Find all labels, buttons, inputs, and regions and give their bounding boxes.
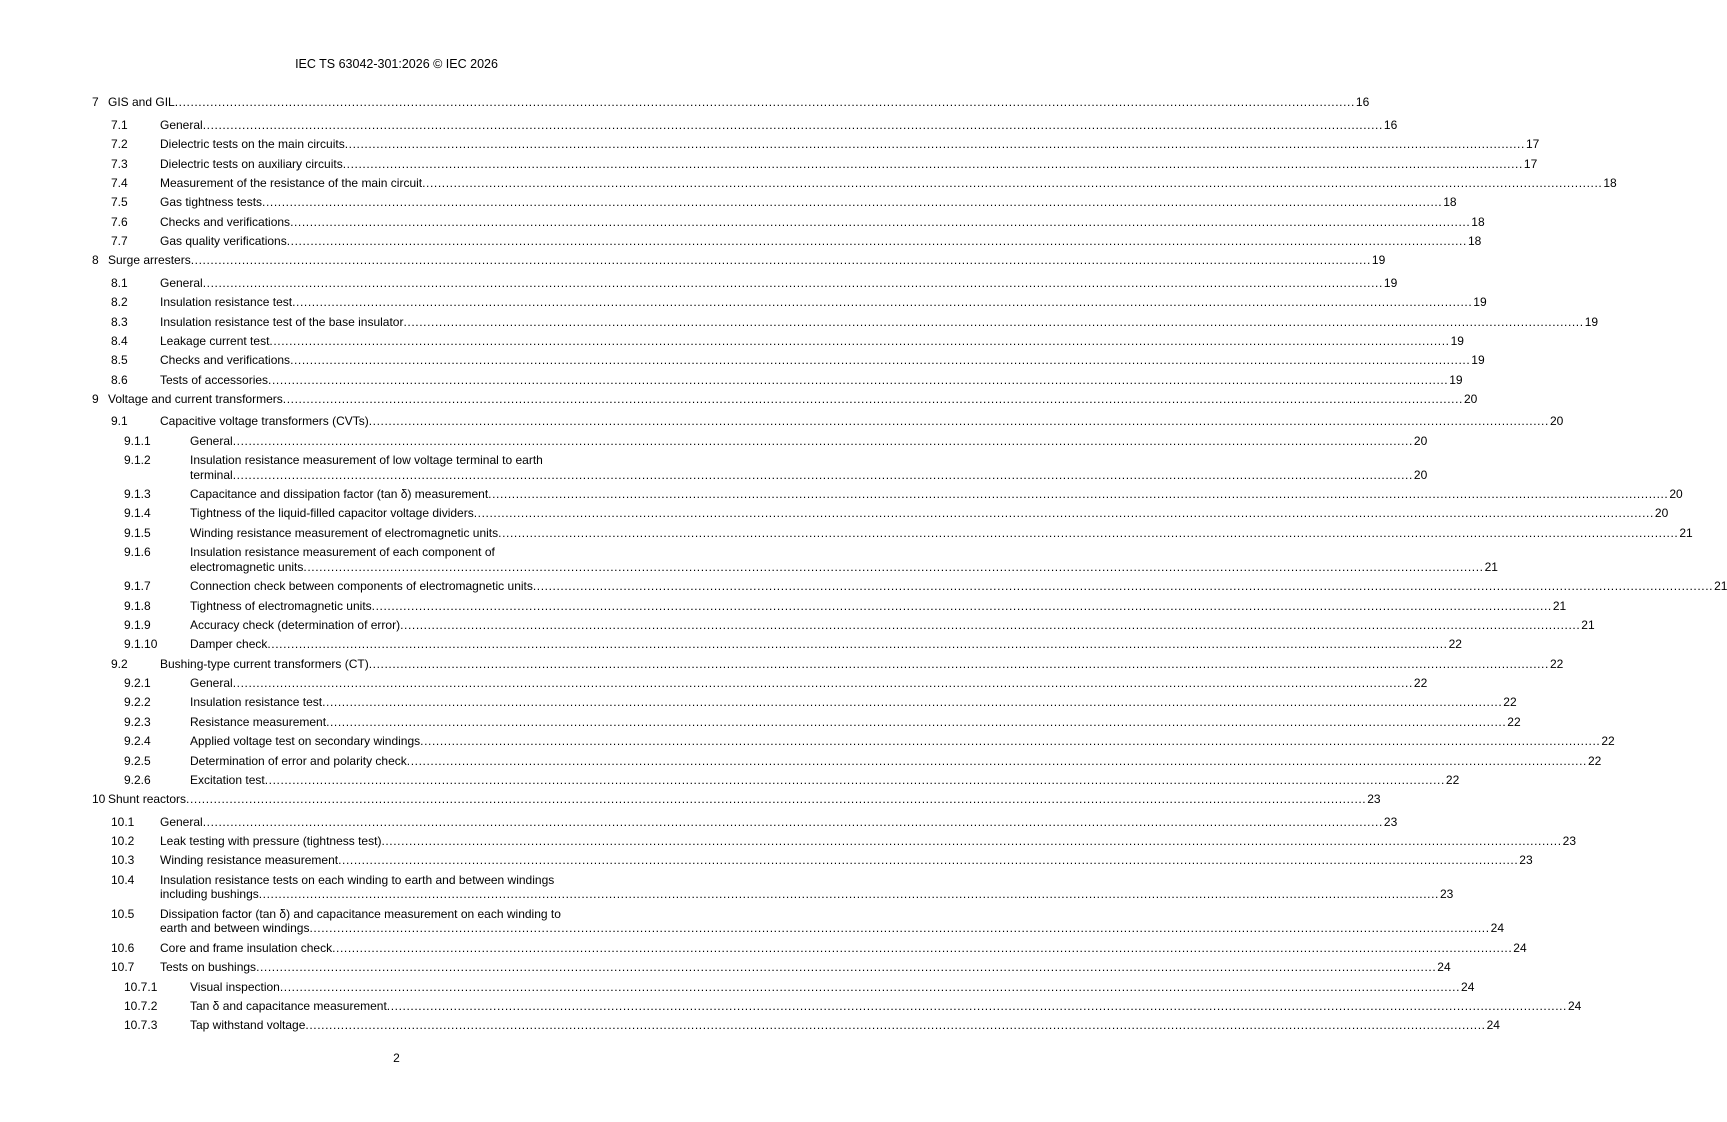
toc-entry[interactable]	[92, 212, 1485, 231]
toc-entry-page: 20	[1669, 487, 1683, 502]
toc-entry[interactable]	[92, 154, 1538, 173]
toc-entry-number: 10.1	[111, 814, 135, 829]
dot-leader: ............................................................................................................................................................................................................................................................................................................	[338, 853, 1519, 868]
toc-entry-line	[160, 940, 1527, 956]
toc-entry-title-continued: electromagnetic units	[190, 559, 304, 574]
toc-entry-number: 7.6	[111, 214, 128, 229]
toc-entry-line	[190, 453, 698, 468]
toc-entry-title: Bushing-type current transformers (CT)	[160, 656, 369, 671]
toc-entry-number: 9.2	[111, 656, 128, 671]
toc-entry-title: Tan δ and capacitance measurement	[190, 998, 387, 1013]
toc-entry-title: Applied voltage test on secondary windings	[190, 734, 421, 749]
toc-entry-page: 24	[1490, 921, 1504, 936]
dot-leader: ............................................................................................................................................................................................................................................................................................................	[202, 814, 1383, 829]
toc-entry-title: Visual inspection	[190, 979, 280, 994]
toc-entry-title: Accuracy check (determination of error)	[190, 617, 401, 632]
toc-entry-number: 9.2.1	[124, 676, 151, 691]
toc-entry[interactable]	[92, 732, 1615, 751]
page-number: 2	[393, 1051, 400, 1065]
toc-entry-number: 10.6	[111, 940, 135, 955]
toc-entry-number: 9.2.5	[124, 753, 151, 768]
toc-entry[interactable]	[92, 635, 1462, 654]
toc-entry-line	[160, 175, 1617, 191]
toc-entry-line	[190, 637, 1462, 652]
toc-entry-title: General	[190, 433, 233, 448]
dot-leader: ............................................................................................................................................................................................................................................................................................................	[292, 295, 1473, 310]
toc-entry-number: 9.1.7	[124, 579, 151, 594]
toc-entry-title: Shunt reactors	[108, 792, 187, 807]
toc-entry-page: 19	[1450, 333, 1464, 348]
toc-entry-line	[190, 525, 1693, 541]
toc-entry-number: 9.1.5	[124, 525, 151, 540]
dot-leader: ............................................................................................................................................................................................................................................................................................................	[232, 433, 1413, 448]
toc-entry[interactable]	[92, 115, 1398, 134]
toc-entry-line	[190, 617, 1595, 633]
toc-entry-line	[190, 598, 1567, 614]
dot-leader: ............................................................................................................................................................................................................................................................................................................	[400, 617, 1581, 632]
toc-entry-title: Insulation resistance measurement of each component of	[190, 545, 495, 560]
toc-entry[interactable]	[92, 1016, 1500, 1035]
toc-entry-line	[190, 579, 1727, 594]
toc-entry-page: 22	[1601, 734, 1615, 749]
toc-entry-line	[160, 887, 1454, 902]
toc-entry[interactable]	[92, 832, 1576, 851]
toc-entry-line	[160, 873, 698, 888]
dot-leader: ............................................................................................................................................................................................................................................................................................................	[322, 695, 1503, 710]
toc-entry[interactable]	[92, 712, 1521, 731]
toc-entry-line	[108, 392, 1478, 407]
toc-entry[interactable]	[92, 812, 1398, 831]
toc-entry-title: Resistance measurement	[190, 714, 327, 729]
toc-entry-page: 23	[1367, 792, 1381, 807]
toc-entry[interactable]	[92, 851, 1533, 870]
toc-entry-number: 8.5	[111, 353, 128, 368]
toc-entry-number: 8.6	[111, 372, 128, 387]
toc-entry-title: Winding resistance measurement of electromagnetic units	[190, 525, 499, 540]
toc-entry-number: 7.5	[111, 195, 128, 210]
dot-leader: ............................................................................................................................................................................................................................................................................................................	[342, 156, 1523, 171]
toc-entry-title: Determination of error and polarity check	[190, 753, 407, 768]
toc-entry-title: Measurement of the resistance of the main circuit	[160, 175, 423, 190]
toc-entry-page: 17	[1523, 156, 1538, 171]
dot-leader: ............................................................................................................................................................................................................................................................................................................	[267, 637, 1448, 652]
toc-entry-title: Voltage and current transformers	[108, 392, 283, 407]
toc-entry[interactable]	[92, 232, 1482, 251]
toc-entry-title: Gas quality verifications	[160, 234, 287, 249]
dot-leader: ............................................................................................................................................................................................................................................................................................................	[290, 214, 1471, 229]
toc-entry-line	[160, 907, 698, 922]
toc-entry-line	[160, 333, 1464, 349]
dot-leader: ............................................................................................................................................................................................................................................................................................................	[532, 579, 1714, 594]
toc-entry-line	[160, 921, 1504, 936]
toc-entry-number: 9.1.2	[124, 453, 151, 468]
dot-leader: ............................................................................................................................................................................................................................................................................................................	[368, 656, 1549, 671]
toc-entry-number: 8	[92, 253, 99, 268]
dot-leader: ............................................................................................................................................................................................................................................................................................................	[202, 275, 1383, 290]
toc-entry-title: Excitation test	[190, 772, 265, 787]
toc-entry-line	[160, 137, 1540, 152]
toc-entry[interactable]	[92, 273, 1398, 292]
toc-entry-page: 19	[1584, 314, 1599, 329]
toc-entry-title: General	[160, 275, 203, 290]
toc-entry[interactable]	[92, 543, 1498, 577]
toc-entry-title: Surge arresters	[108, 253, 191, 268]
toc-entry[interactable]	[92, 485, 1683, 504]
toc-entry[interactable]	[92, 771, 1460, 790]
toc-entry-line	[190, 1018, 1500, 1033]
toc-entry-title: Checks and verifications	[160, 353, 291, 368]
toc-entry[interactable]	[92, 370, 1463, 389]
toc-entry-number: 9.1.3	[124, 487, 151, 502]
toc-entry-page: 24	[1437, 960, 1451, 975]
toc-entry-number: 8.3	[111, 314, 128, 329]
toc-entry-number: 7.1	[111, 117, 128, 132]
toc-entry[interactable]	[92, 693, 1517, 712]
toc-entry-number: 10.2	[111, 834, 135, 849]
toc-entry-page: 23	[1562, 834, 1576, 849]
toc-entry[interactable]	[92, 351, 1485, 370]
toc-entry-number: 10.7.2	[124, 998, 158, 1013]
toc-entry[interactable]	[92, 958, 1451, 977]
toc-entry[interactable]	[92, 523, 1693, 542]
toc-entry-page: 20	[1654, 506, 1669, 521]
dot-leader: ............................................................................................................................................................................................................................................................................................................	[268, 372, 1449, 387]
toc-entry-number: 7.4	[111, 175, 128, 190]
toc-entry-page: 23	[1519, 853, 1533, 868]
dot-leader: ............................................................................................................................................................................................................................................................................................................	[279, 979, 1461, 994]
toc-entry-page: 21	[1581, 617, 1595, 632]
toc-entry-title: Capacitive voltage transformers (CVTs)	[160, 414, 369, 429]
toc-entry-page: 21	[1484, 559, 1498, 574]
toc-entry-page: 22	[1445, 772, 1460, 787]
toc-entry[interactable]	[92, 451, 1428, 485]
toc-entry-line	[190, 559, 1498, 575]
toc-entry-page: 23	[1383, 814, 1398, 829]
toc-entry-number: 7.2	[111, 137, 128, 152]
toc-entry-number: 10.7.3	[124, 1018, 158, 1033]
toc-entry-line	[190, 467, 1428, 483]
toc-entry-line	[160, 214, 1485, 230]
toc-entry-page: 19	[1383, 275, 1398, 290]
toc-entry-title: Tests on bushings	[160, 960, 257, 975]
toc-entry-line	[160, 372, 1463, 388]
toc-entry-line	[160, 414, 1564, 429]
toc-entry-number: 9.1.8	[124, 598, 151, 613]
toc-entry-number: 9.2.2	[124, 695, 151, 710]
dot-leader: ............................................................................................................................................................................................................................................................................................................	[258, 887, 1439, 902]
dot-leader: ............................................................................................................................................................................................................................................................................................................	[309, 921, 1490, 936]
toc-entry-page: 22	[1507, 714, 1521, 729]
toc-entry-page: 20	[1413, 433, 1428, 448]
toc-entry-title: GIS and GIL	[108, 95, 175, 110]
toc-entry-number: 9.1.6	[124, 545, 151, 560]
toc-entry-line	[190, 998, 1582, 1014]
toc-entry-title: Tap withstand voltage	[190, 1018, 306, 1033]
toc-entry-title: Insulation resistance test	[190, 695, 323, 710]
toc-entry[interactable]	[92, 412, 1564, 431]
toc-entry-line	[160, 156, 1538, 172]
toc-entry[interactable]	[92, 674, 1428, 693]
toc-entry-number: 9.1.10	[124, 637, 158, 652]
table-of-contents	[92, 93, 1727, 1035]
dot-leader: ............................................................................................................................................................................................................................................................................................................	[498, 525, 1679, 540]
toc-entry-title-continued: including bushings	[160, 887, 259, 902]
toc-entry-page: 19	[1449, 372, 1463, 387]
dot-leader: ............................................................................................................................................................................................................................................................................................................	[264, 772, 1445, 787]
dot-leader: ............................................................................................................................................................................................................................................................................................................	[488, 487, 1669, 502]
toc-entry[interactable]	[92, 904, 1504, 938]
toc-entry-page: 19	[1471, 353, 1485, 368]
toc-entry[interactable]	[92, 577, 1727, 596]
dot-leader: ............................................................................................................................................................................................................................................................................................................	[174, 95, 1355, 110]
toc-entry-page: 19	[1371, 253, 1386, 268]
toc-entry-title: General	[160, 814, 203, 829]
dot-leader: ............................................................................................................................................................................................................................................................................................................	[286, 234, 1467, 249]
toc-entry-number: 7.3	[111, 156, 128, 171]
toc-entry-line	[190, 979, 1475, 995]
dot-leader: ............................................................................................................................................................................................................................................................................................................	[386, 998, 1567, 1013]
toc-entry-title: Core and frame insulation check	[160, 940, 333, 955]
toc-entry-line	[190, 545, 698, 560]
toc-entry[interactable]	[92, 654, 1564, 673]
toc-entry-number: 9.1.9	[124, 617, 151, 632]
toc-entry-number: 10.7.1	[124, 979, 158, 994]
toc-entry-number: 7	[92, 95, 99, 110]
toc-entry-page: 18	[1443, 195, 1457, 210]
toc-entry[interactable]	[92, 504, 1669, 523]
toc-entry-number: 9.2.4	[124, 734, 151, 749]
toc-entry-number: 10.5	[111, 906, 135, 921]
toc-entry[interactable]	[92, 596, 1567, 615]
dot-leader: ............................................................................................................................................................................................................................................................................................................	[232, 467, 1413, 482]
toc-entry-page: 20	[1463, 392, 1478, 407]
toc-entry-page: 18	[1603, 175, 1617, 190]
toc-entry-title: Winding resistance measurement	[160, 853, 339, 868]
dot-leader: ............................................................................................................................................................................................................................................................................................................	[262, 195, 1443, 210]
toc-entry-title: Insulation resistance test of the base insulator	[160, 314, 404, 329]
toc-entry-number: 7.7	[111, 234, 128, 249]
toc-entry-page: 21	[1714, 579, 1727, 594]
toc-entry-page: 24	[1461, 979, 1475, 994]
dot-leader: ............................................................................................................................................................................................................................................................................................................	[269, 333, 1450, 348]
toc-entry-line	[108, 95, 1370, 110]
toc-entry[interactable]	[92, 751, 1602, 770]
toc-entry[interactable]	[92, 135, 1540, 154]
toc-entry-number: 8.4	[111, 333, 128, 348]
toc-entry-page: 22	[1549, 656, 1564, 671]
toc-entry-title: Dissipation factor (tan δ) and capacitance measurement on each winding to	[160, 906, 561, 921]
dot-leader: ............................................................................................................................................................................................................................................................................................................	[326, 714, 1507, 729]
toc-entry-title: Tests of accessories	[160, 372, 269, 387]
toc-entry-title: General	[160, 117, 203, 132]
toc-entry-line	[190, 772, 1460, 788]
toc-entry[interactable]	[92, 790, 1381, 809]
toc-entry-line	[160, 960, 1451, 975]
toc-entry-line	[190, 714, 1521, 730]
toc-entry-number: 10.3	[111, 853, 135, 868]
toc-entry-page: 21	[1552, 598, 1567, 613]
toc-entry-number: 9.2.3	[124, 714, 151, 729]
toc-entry-number: 10	[92, 792, 106, 807]
toc-entry-page: 16	[1383, 117, 1398, 132]
toc-entry-line	[108, 253, 1386, 268]
toc-entry-page: 24	[1513, 940, 1527, 955]
toc-entry-line	[190, 753, 1602, 769]
toc-entry-title: Capacitance and dissipation factor (tan δ) measurement	[190, 487, 489, 502]
toc-entry-title: Checks and verifications	[160, 214, 291, 229]
toc-entry-line	[160, 117, 1398, 133]
toc-entry-line	[160, 834, 1576, 849]
toc-entry-page: 20	[1549, 414, 1564, 429]
toc-entry-page: 18	[1471, 214, 1485, 229]
dot-leader: ............................................................................................................................................................................................................................................................................................................	[232, 676, 1413, 691]
toc-entry-line	[160, 353, 1485, 368]
toc-entry[interactable]	[92, 616, 1595, 635]
toc-entry-line	[160, 656, 1564, 672]
page-header: IEC TS 63042-301:2026 © IEC 2026	[295, 57, 498, 71]
toc-entry[interactable]	[92, 997, 1582, 1016]
toc-entry-line	[190, 487, 1683, 502]
toc-entry-line	[160, 814, 1398, 830]
toc-entry[interactable]	[92, 193, 1457, 212]
dot-leader: ............................................................................................................................................................................................................................................................................................................	[344, 137, 1525, 152]
toc-entry-number: 10.4	[111, 872, 135, 887]
toc-entry-page: 16	[1355, 95, 1370, 110]
toc-entry-page: 17	[1525, 137, 1540, 152]
toc-entry-page: 18	[1467, 234, 1482, 249]
toc-entry-line	[160, 853, 1533, 868]
dot-leader: ............................................................................................................................................................................................................................................................................................................	[473, 506, 1654, 521]
toc-entry-number: 9.1.1	[124, 433, 151, 448]
toc-entry-number: 9.1.4	[124, 506, 151, 521]
toc-entry-page: 22	[1448, 637, 1462, 652]
dot-leader: ............................................................................................................................................................................................................................................................................................................	[190, 253, 1371, 268]
dot-leader: ............................................................................................................................................................................................................................................................................................................	[290, 353, 1471, 368]
dot-leader: ............................................................................................................................................................................................................................................................................................................	[186, 792, 1367, 807]
dot-leader: ............................................................................................................................................................................................................................................................................................................	[202, 117, 1383, 132]
toc-entry[interactable]	[92, 251, 1386, 270]
dot-leader: ............................................................................................................................................................................................................................................................................................................	[403, 314, 1584, 329]
toc-entry-title: General	[190, 676, 233, 691]
toc-entry-page: 22	[1413, 676, 1428, 691]
dot-leader: ............................................................................................................................................................................................................................................................................................................	[371, 598, 1552, 613]
dot-leader: ............................................................................................................................................................................................................................................................................................................	[305, 1018, 1486, 1033]
toc-entry-page: 22	[1587, 753, 1602, 768]
toc-entry-title: Gas tightness tests	[160, 195, 263, 210]
toc-entry-line	[190, 433, 1428, 449]
toc-entry[interactable]	[92, 174, 1617, 193]
toc-entry-title: Tightness of the liquid-filled capacitor voltage dividers	[190, 506, 474, 521]
dot-leader: ............................................................................................................................................................................................................................................................................................................	[420, 734, 1601, 749]
toc-entry-number: 9	[92, 392, 99, 407]
dot-leader: ............................................................................................................................................................................................................................................................................................................	[381, 834, 1562, 849]
toc-entry-number: 9.2.6	[124, 772, 151, 787]
toc-entry-line	[160, 275, 1398, 291]
toc-entry[interactable]	[92, 870, 1454, 904]
toc-entry-line	[190, 734, 1615, 749]
toc-entry-title: Damper check	[190, 637, 268, 652]
toc-entry-title: Leakage current test	[160, 333, 270, 348]
toc-entry-line	[160, 314, 1599, 330]
dot-leader: ............................................................................................................................................................................................................................................................................................................	[282, 392, 1463, 407]
toc-entry-line	[190, 506, 1669, 521]
toc-entry-number: 10.7	[111, 960, 135, 975]
dot-leader: ............................................................................................................................................................................................................................................................................................................	[303, 559, 1484, 574]
toc-entry-number: 9.1	[111, 414, 128, 429]
toc-entry-line	[160, 234, 1482, 249]
toc-entry[interactable]	[92, 938, 1527, 957]
toc-entry-page: 22	[1503, 695, 1517, 710]
toc-entry-title: Insulation resistance tests on each winding to earth and between windings	[160, 872, 555, 887]
toc-entry-title-continued: terminal	[190, 467, 233, 482]
toc-entry-page: 19	[1473, 295, 1487, 310]
toc-entry[interactable]	[92, 312, 1599, 331]
toc-entry[interactable]	[92, 977, 1475, 996]
dot-leader: ............................................................................................................................................................................................................................................................................................................	[422, 175, 1603, 190]
toc-entry[interactable]	[92, 93, 1370, 112]
toc-entry-page: 23	[1439, 887, 1454, 902]
toc-entry-page: 24	[1486, 1018, 1500, 1033]
toc-entry[interactable]	[92, 332, 1464, 351]
toc-entry-line	[190, 695, 1517, 710]
toc-entry-title: Tightness of electromagnetic units	[190, 598, 372, 613]
toc-entry-line	[190, 676, 1428, 691]
toc-entry-number: 8.2	[111, 295, 128, 310]
dot-leader: ............................................................................................................................................................................................................................................................................................................	[256, 960, 1437, 975]
toc-entry-title: Insulation resistance measurement of low voltage terminal to earth	[190, 453, 543, 468]
toc-entry-title-continued: earth and between windings	[160, 921, 310, 936]
toc-entry[interactable]	[92, 390, 1478, 409]
toc-entry[interactable]	[92, 431, 1428, 450]
toc-entry-title: Dielectric tests on auxiliary circuits	[160, 156, 343, 171]
toc-entry-page: 20	[1413, 467, 1428, 482]
dot-leader: ............................................................................................................................................................................................................................................................................................................	[332, 940, 1513, 955]
toc-entry-line	[160, 295, 1487, 310]
toc-entry-line	[108, 792, 1381, 807]
toc-entry-title: Connection check between components of electromagnetic units	[190, 579, 533, 594]
toc-entry-number: 8.1	[111, 275, 128, 290]
toc-entry-line	[160, 195, 1457, 210]
toc-entry-title: Leak testing with pressure (tightness test)	[160, 834, 382, 849]
dot-leader: ............................................................................................................................................................................................................................................................................................................	[406, 753, 1587, 768]
toc-entry-title: Dielectric tests on the main circuits	[160, 137, 345, 152]
toc-entry-page: 24	[1568, 998, 1582, 1013]
dot-leader: ............................................................................................................................................................................................................................................................................................................	[368, 414, 1549, 429]
toc-entry[interactable]	[92, 293, 1487, 312]
toc-entry-title: Insulation resistance test	[160, 295, 293, 310]
toc-entry-page: 21	[1679, 525, 1693, 540]
